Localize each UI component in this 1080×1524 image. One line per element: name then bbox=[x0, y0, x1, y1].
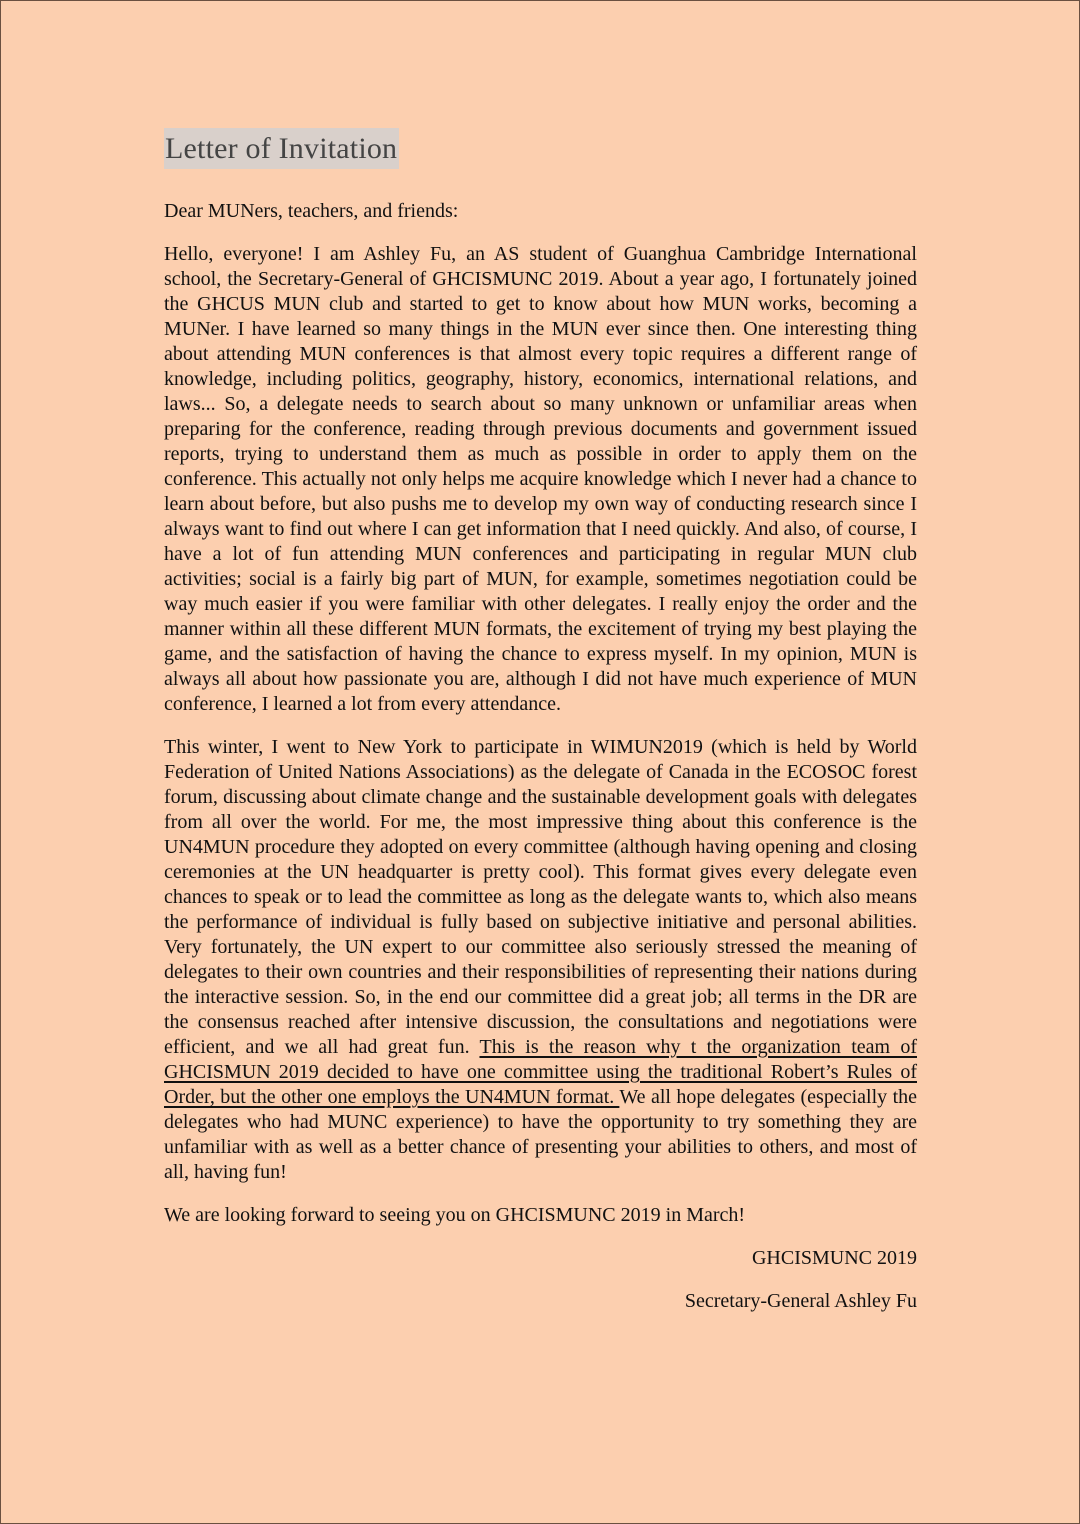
paragraph-wimun-ending: We all hope delegates (especially the delegates who had MUNC experience) to have the opportunity to try something they are unfamiliar with as well as a better chance of presenting your abilities to others, and most of all, having fun! bbox=[164, 1086, 917, 1183]
underlined-committee-note: This is the reason why t the organization team of GHCISMUN 2019 decided to have one committee using the traditional Robert’s Rules of Order, but the other one employs the UN4MUN format. bbox=[164, 1036, 917, 1108]
signature-organization: GHCISMUNC 2019 bbox=[751, 1247, 917, 1269]
letter-title: Letter of Invitation bbox=[164, 128, 399, 169]
paragraph-wimun-text: This winter, I went to New York to participate in WIMUN2019 (which is held by World Federation of United Nations Associations) as the delegate of Canada in the ECOSOC forest forum, discussing about climate change and the sustainable development goals with delegates from all over the world. For me, the most impressive thing about this conference is the UN4MUN procedure they adopted on every committee (although having opening and closing ceremonies at the UN headquarter is pretty cool). This format gives every delegate even chances to speak or to lead the committee as long as the delegate wants to, which also means the performance of individual is fully based on subjective initiative and personal abilities. Very fortunately, the UN expert to our committee also seriously stressed the meaning of delegates to their own countries and their responsibilities of representing their nations during the interactive session. So, in the end our committee did a great job; all terms in the DR are the consensus reached after intensive discussion, the consultations and negotiations were efficient, and we all had great fun. bbox=[164, 736, 917, 1058]
letter-body bbox=[164, 128, 917, 1332]
salutation: Dear MUNers, teachers, and friends: bbox=[164, 200, 459, 222]
paragraph-intro: Hello, everyone! I am Ashley Fu, an AS student of Guanghua Cambridge International school, the Secretary-General of GHCISMUNC 2019. About a year ago, I fortunately joined the GHCUS MUN club and started to get to know about how MUN works, becoming a MUNer. I have learned so many things in the MUN ever since then. One interesting thing about attending MUN conferences is that almost every topic requires a different range of knowledge, including politics, geography, history, economics, international relations, and laws... So, a delegate needs to search about so many unknown or unfamiliar areas when preparing for the conference, reading through previous documents and government issued reports, trying to understand them as much as possible in order to apply them on the conference. This actually not only helps me acquire knowledge which I never had a chance to learn about before, but also pushs me to develop my own way of conducting research since I always want to find out where I can get information that I need quickly. And also, of course, I have a lot of fun attending MUN conferences and participating in regular MUN club activities; social is a fairly big part of MUN, for example, sometimes negotiation could be way much easier if you were familiar with other delegates. I really enjoy the order and the manner within all these different MUN formats, the excitement of trying my best playing the game, and the satisfaction of having the chance to express myself. In my opinion, MUN is always all about how passionate you are, although I did not have much experience of MUN conference, I learned a lot from every attendance. bbox=[164, 243, 917, 715]
paragraph-wimun bbox=[164, 735, 917, 1185]
signature-name: Secretary-General Ashley Fu bbox=[684, 1290, 917, 1312]
closing-line: We are looking forward to seeing you on GHCISMUNC 2019 in March! bbox=[164, 1204, 746, 1226]
